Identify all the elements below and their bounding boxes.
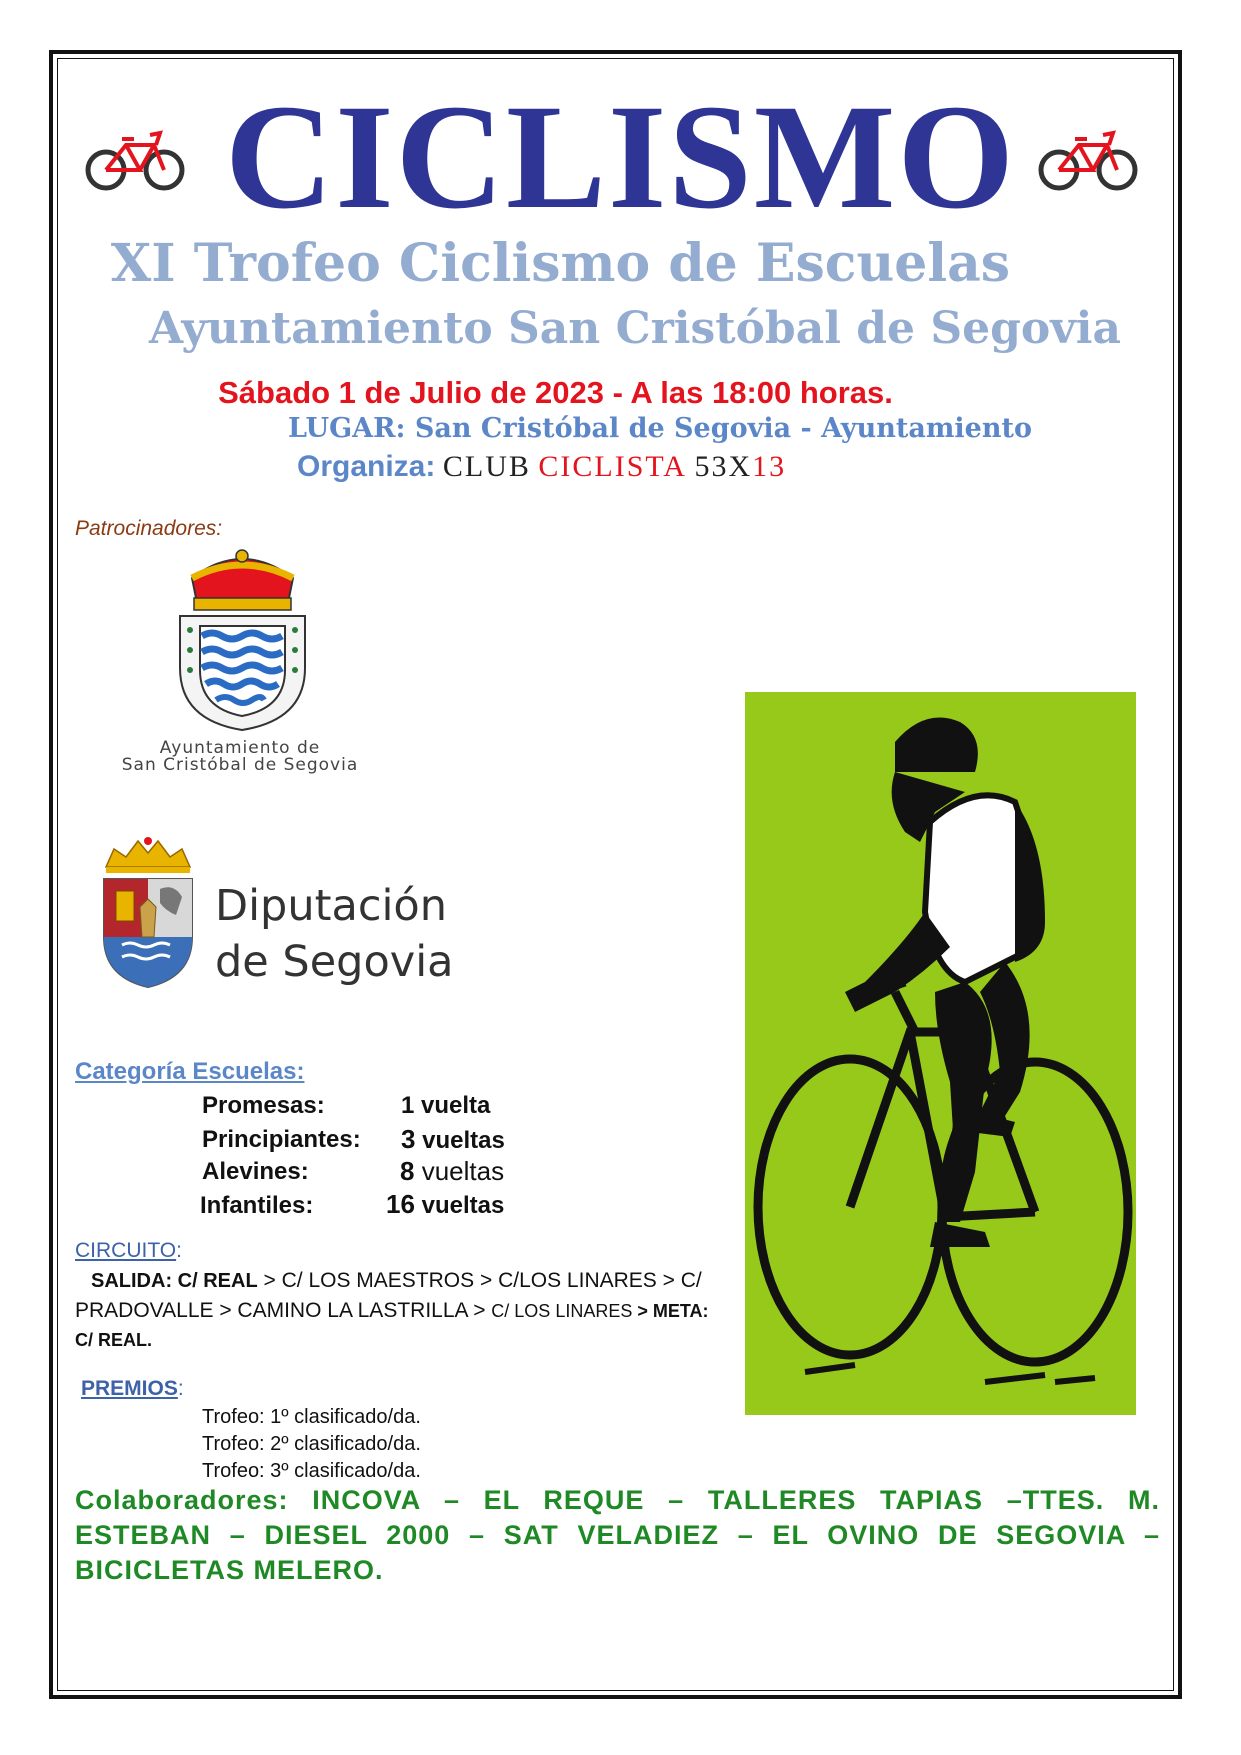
diputacion-line2: de Segovia: [215, 937, 454, 987]
sponsors-label: Patrocinadores:: [75, 517, 223, 540]
laps-word: vueltas: [421, 1156, 505, 1186]
event-location: LUGAR: San Cristóbal de Segovia - Ayuntamiento: [288, 413, 1032, 444]
laps-number: 8: [400, 1156, 415, 1186]
organizer: [297, 450, 786, 484]
prize-item: Trofeo: 1º clasificado/da.: [202, 1406, 421, 1428]
coat-of-arms-icon: [92, 837, 204, 992]
ayuntamiento-line1: Ayuntamiento de: [159, 738, 321, 758]
organizer-13: 13: [752, 450, 787, 483]
category-laps: [401, 1124, 505, 1155]
category-name: Alevines:: [202, 1158, 309, 1185]
circuit-finish-label: > META:: [632, 1301, 709, 1321]
prizes-heading: [81, 1377, 184, 1401]
category-laps: 1 vuelta: [401, 1092, 491, 1119]
circuit-route-2: PRADOVALLE > CAMINO LA LASTRILLA >: [75, 1299, 492, 1322]
category-name: Promesas:: [202, 1092, 325, 1119]
prize-item: Trofeo: 2º clasificado/da.: [202, 1433, 421, 1455]
prizes-heading-colon: :: [177, 1377, 184, 1400]
page-title: CICLISMO: [224, 74, 1017, 240]
ayuntamiento-line2: San Cristóbal de Segovia: [121, 755, 359, 775]
category-name: Principiantes:: [202, 1126, 361, 1153]
event-date: Sábado 1 de Julio de 2023 - A las 18:00 horas.: [218, 375, 893, 410]
cyclist-silhouette: [745, 692, 1136, 1415]
organizer-53x: 53X: [694, 450, 753, 483]
laps-number: 16: [386, 1189, 415, 1219]
collaborators: Colaboradores: INCOVA – EL REQUE – TALLERES TAPIAS –TTES. M. ESTEBAN – DIESEL 2000 – SAT VELADIEZ – EL OVINO DE SEGOVIA – BICICLETAS MELERO.: [75, 1485, 1160, 1585]
cyclist-image: [745, 692, 1136, 1415]
circuit-route-1: > C/ LOS MAESTROS > C/LOS LINARES > C/: [257, 1269, 702, 1292]
laps-word: vueltas: [421, 1192, 505, 1219]
circuit-start: SALIDA: C/ REAL: [91, 1270, 258, 1292]
organizer-club: CLUB: [442, 450, 531, 483]
coat-of-arms-icon: [170, 548, 315, 733]
circuit-finish: C/ REAL.: [75, 1330, 153, 1350]
prizes-heading-text: PREMIOS: [81, 1377, 178, 1400]
prize-item: Trofeo: 3º clasificado/da.: [202, 1460, 421, 1482]
circuit-heading: [75, 1239, 182, 1263]
organizer-label: Organiza:: [297, 450, 436, 483]
categories-heading: Categoría Escuelas:: [75, 1058, 305, 1085]
diputacion-line1: Diputación: [215, 881, 447, 931]
event-title: XI Trofeo Ciclismo de Escuelas: [110, 233, 1011, 294]
circuit-heading-text: CIRCUITO: [75, 1239, 177, 1262]
diputacion-text: [215, 878, 454, 990]
laps-number: 3: [401, 1124, 416, 1154]
circuit-route-3: C/ LOS LINARES: [491, 1301, 633, 1321]
ayuntamiento-caption: [100, 740, 380, 774]
category-laps: [400, 1156, 504, 1187]
circuit-heading-colon: :: [176, 1239, 182, 1262]
organizer-ciclista: CICLISTA: [538, 450, 687, 483]
laps-word: vueltas: [422, 1127, 505, 1154]
category-laps: [386, 1189, 504, 1220]
event-subtitle: Ayuntamiento San Cristóbal de Segovia: [149, 303, 1121, 354]
circuit-route: [75, 1266, 715, 1355]
category-name: Infantiles:: [200, 1192, 314, 1219]
